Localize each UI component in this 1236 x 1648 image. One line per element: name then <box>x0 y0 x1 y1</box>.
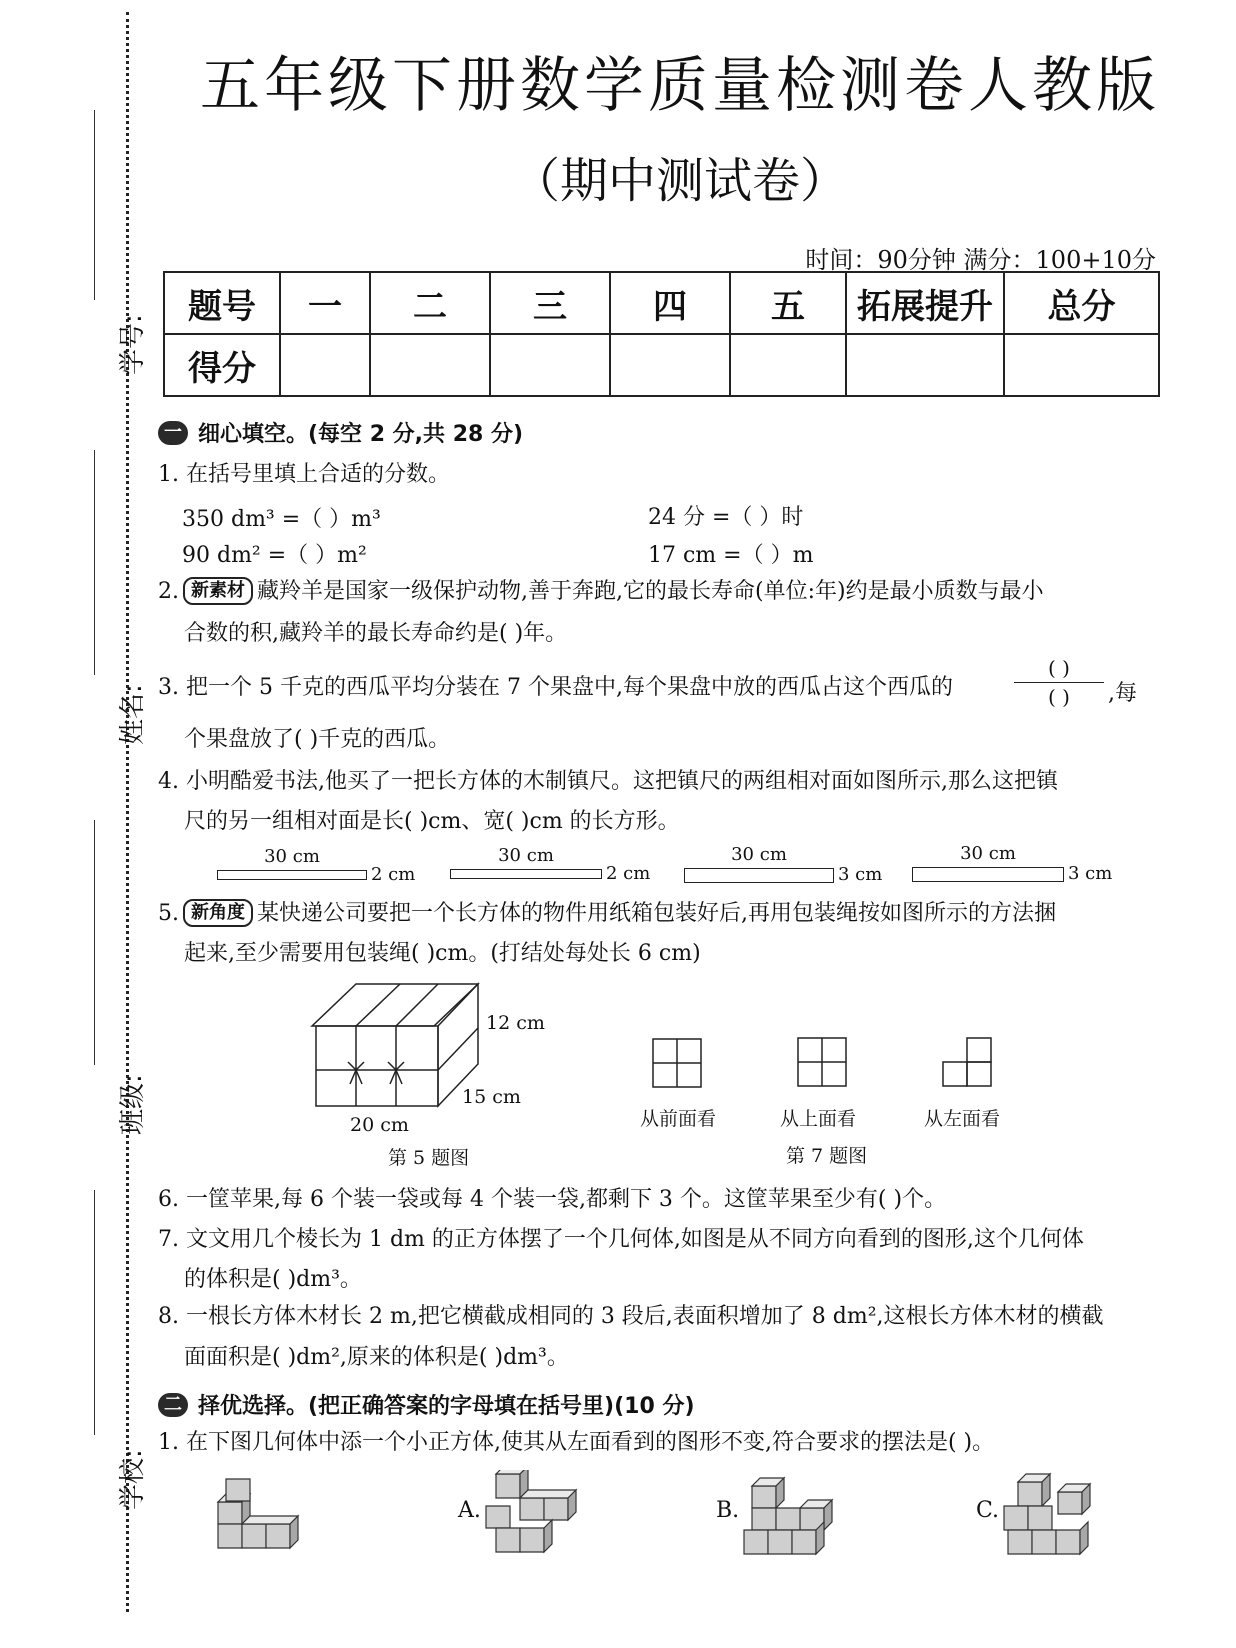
ruler-1-width: 2 cm <box>371 864 416 885</box>
option-c-label: C. <box>976 1498 1000 1523</box>
q4-line1: 4. 小明酷爱书法,他买了一把长方体的木制镇尺。这把镇尺的两组相对面如图所示,那么这把镇 <box>158 769 1058 794</box>
ruler-3-length: 30 cm <box>731 844 787 865</box>
score-header-cell: 题号 <box>164 272 280 334</box>
q3-fraction-denominator: ( ) <box>1048 685 1070 709</box>
score-header-cell: 一 <box>280 272 370 334</box>
q4-line2: 尺的另一组相对面是长( )cm、宽( )cm 的长方形。 <box>184 809 680 834</box>
option-c-figure[interactable] <box>1002 1472 1106 1556</box>
q8-line1: 8. 一根长方体木材长 2 m,把它横截成相同的 3 段后,表面积增加了 8 dm²,这根长方体木材的横截 <box>158 1304 1104 1329</box>
q2-number: 2. <box>158 579 179 604</box>
ruler-figure-3 <box>684 844 883 885</box>
original-cube-figure <box>208 1478 312 1550</box>
ruler-4-rect <box>912 867 1064 882</box>
score-header-cell: 二 <box>370 272 490 334</box>
option-b-figure[interactable] <box>742 1474 846 1556</box>
option-a-figure[interactable] <box>484 1470 584 1554</box>
score-input-cell[interactable] <box>846 334 1004 396</box>
q3-line2: 个果盘放了( )千克的西瓜。 <box>184 727 451 752</box>
score-header-cell: 拓展提升 <box>846 272 1004 334</box>
score-table <box>163 271 1160 397</box>
score-row-label: 得分 <box>164 334 280 396</box>
school-field <box>58 1190 148 1510</box>
top-view-figure <box>797 1037 849 1089</box>
q2-text: 藏羚羊是国家一级保护动物,善于奔跑,它的最长寿命(单位:年)约是最小质数与最小 <box>257 579 1044 604</box>
box-front-face <box>316 1026 438 1106</box>
q5-new-angle-tag: 新角度 <box>183 899 253 927</box>
option-b-label: B. <box>716 1498 740 1523</box>
score-input-cell[interactable] <box>610 334 730 396</box>
number-line <box>94 110 95 300</box>
ruler-4-width: 3 cm <box>1068 863 1113 884</box>
q5-number: 5. <box>158 901 179 926</box>
binding-dashed-line <box>126 12 129 1612</box>
q3-fraction-bar <box>1014 682 1104 683</box>
q2-new-material-tag: 新素材 <box>183 577 253 605</box>
q5-depth-label: 15 cm <box>462 1086 521 1108</box>
q7-caption: 第 7 题图 <box>786 1145 868 1167</box>
option-a-label: A. <box>458 1498 481 1523</box>
q1-item-d: 17 cm =（ ）m <box>648 543 814 568</box>
name-field <box>58 450 148 750</box>
ruler-4-length: 30 cm <box>960 843 1016 864</box>
score-header-row <box>164 272 1159 334</box>
class-field <box>58 820 148 1140</box>
ruler-figure-4 <box>912 843 1113 884</box>
q7-line2: 的体积是( )dm³。 <box>184 1267 362 1292</box>
q5-length-label: 20 cm <box>350 1114 409 1136</box>
box-top-face <box>312 984 478 1026</box>
ruler-3-rect <box>684 868 834 883</box>
number-field <box>58 110 148 410</box>
page-subtitle: （期中测试卷） <box>511 153 848 209</box>
school-line <box>94 1190 95 1435</box>
ruler-1-rect <box>217 870 367 880</box>
section2-heading <box>158 1389 695 1420</box>
rope-top-2 <box>396 984 438 1026</box>
rope-side-horizontal <box>438 1028 478 1070</box>
score-header-cell: 总分 <box>1004 272 1159 334</box>
q5-caption: 第 5 题图 <box>388 1147 470 1169</box>
left-view-figure <box>942 1037 994 1089</box>
name-line <box>94 450 95 675</box>
q3-line1: 3. 把一个 5 千克的西瓜平均分装在 7 个果盘中,每个果盘中放的西瓜占这个西瓜的 <box>158 675 953 700</box>
ruler-3-width: 3 cm <box>838 864 883 885</box>
class-label: 班级: <box>118 1074 148 1135</box>
section1-heading <box>158 417 523 448</box>
rope-top-1 <box>356 984 400 1026</box>
q7-line1: 7. 文文用几个棱长为 1 dm 的正方体摆了一个几何体,如图是从不同方向看到的图形,这个几何体 <box>158 1227 1084 1252</box>
class-line <box>94 820 95 1065</box>
q8-line2: 面面积是( )dm²,原来的体积是( )dm³。 <box>184 1345 569 1370</box>
q1-item-b: 24 分 =（ ）时 <box>648 505 804 530</box>
score-input-cell[interactable] <box>370 334 490 396</box>
ruler-2-rect <box>450 869 602 879</box>
page-title: 五年级下册数学质量检测卷人教版 <box>200 51 1160 121</box>
school-label: 学校: <box>118 1449 148 1510</box>
q1-item-c: 90 dm² =（ ）m² <box>182 543 367 568</box>
ruler-2-width: 2 cm <box>606 863 651 884</box>
ruler-figure-2 <box>450 845 651 885</box>
score-input-cell[interactable] <box>730 334 846 396</box>
name-label: 姓名: <box>118 684 148 745</box>
score-input-cell[interactable] <box>490 334 610 396</box>
score-input-cell[interactable] <box>1004 334 1159 396</box>
section2-title: 择优选择。(把正确答案的字母填在括号里)(10 分) <box>198 1394 695 1419</box>
q3-line1-end: ,每 <box>1108 681 1137 706</box>
q5-box-figure <box>300 978 480 1118</box>
view-label-top: 从上面看 <box>780 1108 857 1130</box>
q1-item-a: 350 dm³ =（ ）m³ <box>182 507 381 532</box>
score-header-cell: 五 <box>730 272 846 334</box>
ruler-figure-1 <box>217 846 416 886</box>
ruler-2-length: 30 cm <box>498 845 554 866</box>
q6-text: 6. 一筐苹果,每 6 个装一袋或每 4 个装一袋,都剩下 3 个。这筐苹果至少有( )个。 <box>158 1187 947 1212</box>
q5-line1 <box>158 894 1156 934</box>
s2-q1-text: 1. 在下图几何体中添一个小正方体,使其从左面看到的图形不变,符合要求的摆法是( )。 <box>158 1430 995 1455</box>
q2-line2: 合数的积,藏羚羊的最长寿命约是( )年。 <box>184 621 568 646</box>
score-header-cell: 三 <box>490 272 610 334</box>
section2-number-badge: 二 <box>158 1393 188 1417</box>
front-view-figure <box>652 1038 704 1090</box>
time-info: 时间：90分钟 满分：100+10分 <box>805 246 1156 274</box>
q3-fraction-blank[interactable] <box>1014 656 1104 709</box>
score-input-cell[interactable] <box>280 334 370 396</box>
score-value-row <box>164 334 1159 396</box>
q1-stem: 1. 在括号里填上合适的分数。 <box>158 462 450 487</box>
q5-text: 某快递公司要把一个长方体的物件用纸箱包装好后,再用包装绳按如图所示的方法捆 <box>257 901 1056 926</box>
q2-line1 <box>158 572 1156 612</box>
q5-height-label: 12 cm <box>486 1012 545 1034</box>
section1-title: 细心填空。(每空 2 分,共 28 分) <box>198 422 524 447</box>
view-label-front: 从前面看 <box>640 1108 717 1130</box>
q3-fraction-numerator: ( ) <box>1048 656 1070 680</box>
q5-line2: 起来,至少需要用包装绳( )cm。(打结处每处长 6 cm) <box>184 941 701 966</box>
score-header-cell: 四 <box>610 272 730 334</box>
view-label-left: 从左面看 <box>924 1108 1001 1130</box>
section1-number-badge: 一 <box>158 421 188 445</box>
ruler-1-length: 30 cm <box>264 846 320 867</box>
number-label: 学号: <box>118 314 148 375</box>
